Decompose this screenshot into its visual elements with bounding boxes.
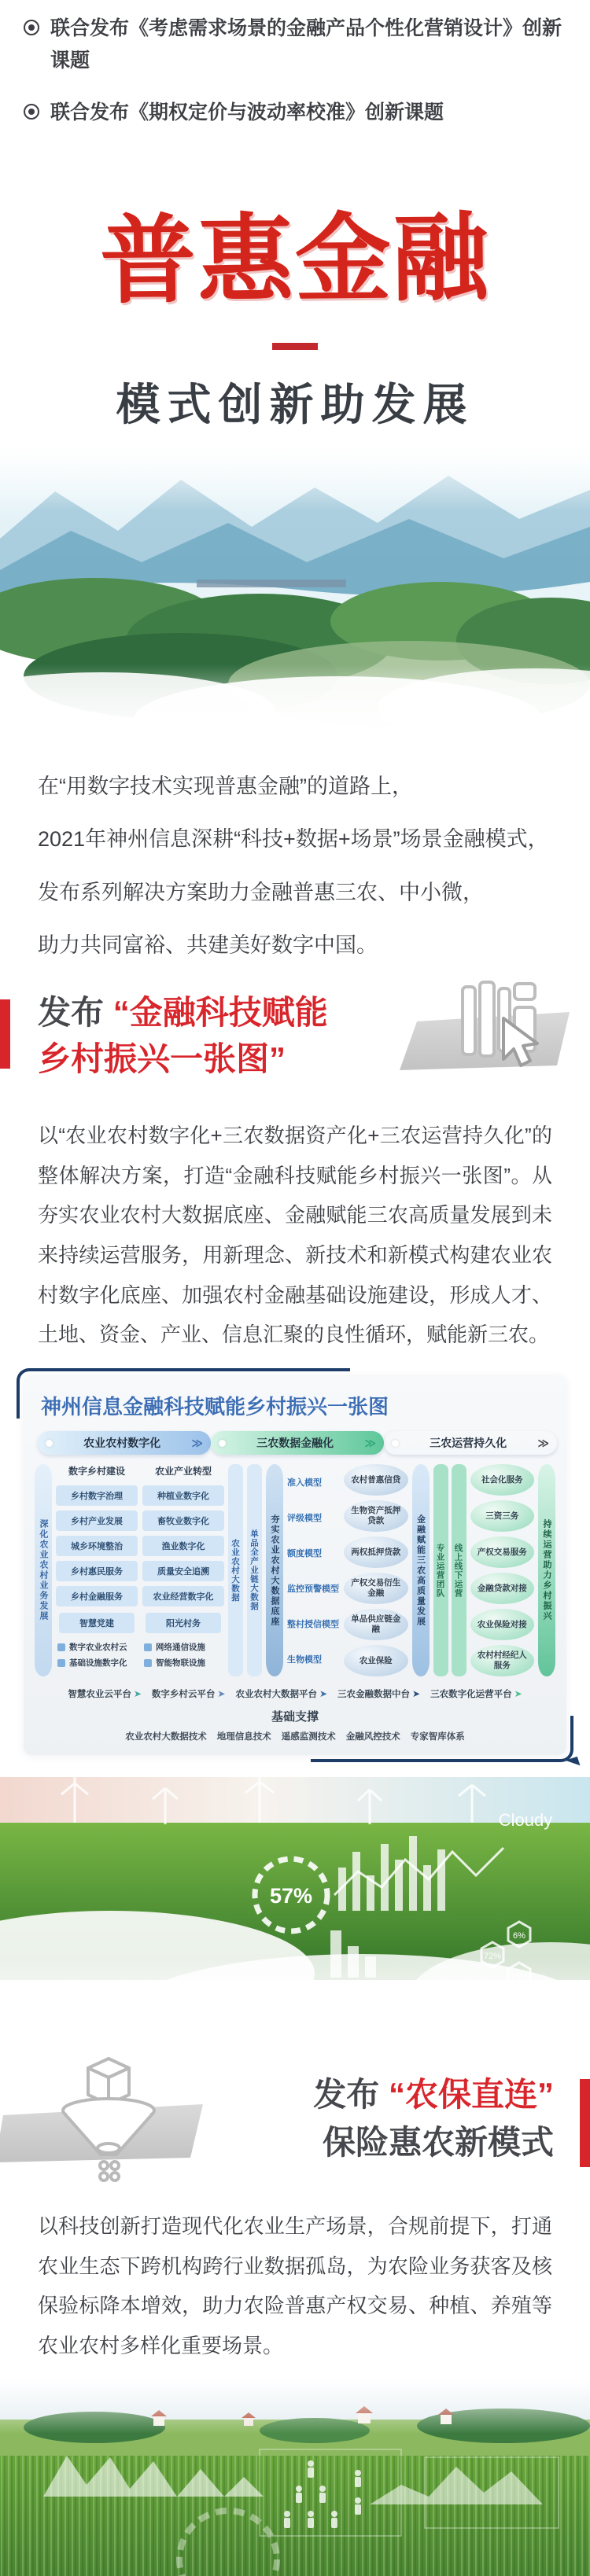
support-item: 农业农村大数据技术 (125, 1732, 207, 1742)
mountain-river-photo (0, 444, 590, 737)
diagram-chip: 乡村产业发展 (56, 1511, 138, 1531)
intro-line: 发布系列解决方案助力金融普惠三农、中小微， (38, 880, 484, 904)
chevrons-icon: ≫ (364, 1436, 376, 1449)
arrow-icon: ➤ (514, 1688, 522, 1700)
wheat-field-photo (0, 2379, 590, 2576)
platform-row (35, 1687, 555, 1700)
bullet-text: 联合发布《考虑需求场景的金融产品个性化营销设计》创新课题 (50, 17, 562, 72)
pill-label: 三农运营持久化 (430, 1437, 507, 1450)
infra-icon (144, 1643, 152, 1651)
decorative-funnel-stamp (0, 2054, 212, 2191)
service-oval: 农业保险对接 (470, 1609, 534, 1640)
column-header: 农业产业转型 (154, 1466, 212, 1478)
section-title-red: “农保直连” (388, 2076, 554, 2114)
section-title (38, 990, 328, 1083)
section-title (313, 2071, 554, 2167)
section-title-red-line2: 乡村振兴一张图” (38, 1040, 286, 1077)
decorative-stamp (395, 973, 576, 1091)
hex-label: 6% (513, 1931, 525, 1941)
arrow-icon: ➤ (217, 1688, 226, 1700)
arrow-icon: ➤ (133, 1688, 142, 1700)
diagram-chip: 种植业数字化 (142, 1485, 224, 1506)
arrow-icon: ➤ (319, 1688, 328, 1700)
finance-oval: 生物资产抵押贷款 (344, 1500, 407, 1532)
list-item (24, 97, 563, 129)
stamp-graphic (395, 973, 576, 1091)
service-oval: 产权交易服务 (470, 1536, 534, 1568)
red-accent-bar (0, 999, 10, 1069)
bullet-icon (24, 104, 39, 120)
operation-bar: 线上线下运营 (452, 1464, 466, 1676)
section-header-insurance (0, 2068, 590, 2186)
model-label: 监控预警模型 (287, 1584, 339, 1594)
infra-icon (57, 1643, 65, 1651)
section-title-line2: 保险惠农新模式 (322, 2123, 554, 2161)
support-item: 地理信息技术 (216, 1732, 271, 1742)
bullet-list (0, 0, 590, 129)
finance-oval: 农业保险 (344, 1645, 407, 1676)
section-header-fintech (0, 990, 590, 1092)
smart-agriculture-photo (0, 1777, 590, 2030)
red-accent-bar (580, 2079, 590, 2167)
rural-revitalization-diagram-card (24, 1375, 566, 1755)
pill-dot-icon (392, 1440, 399, 1447)
arrow-icon: ➤ (412, 1688, 421, 1700)
column-header: 数字乡村建设 (68, 1466, 125, 1478)
service-oval: 三资三务 (470, 1500, 534, 1532)
diagram-chip: 畜牧业数字化 (142, 1511, 224, 1531)
platform-item: 农业农村大数据平台 ➤ (235, 1688, 328, 1700)
model-label: 评级模型 (287, 1513, 322, 1523)
insurance-paragraph: 以科技创新打造现代化农业生产场景，合规前提下，打通农业生态下跨机构跨行业数据孤岛，为农险业务获客及核保验标降本增效，助力农险普惠产权交易、种植、养殖等农业农村多样化重要场景。 (38, 2214, 552, 2358)
pill-label: 农业农村数字化 (83, 1437, 161, 1450)
field-tech-illustration (0, 1777, 590, 2030)
section-prefix: 发布 (313, 2076, 380, 2114)
platform-item: 智慧农业云平台 ➤ (68, 1688, 142, 1700)
fintech-paragraph: 以“农业农村数字化+三农数据资产化+三农运营持久化”的整体解决方案，打造“金融科技赋能乡村振兴一张图”。从夯实农业农村大数据底座、金融赋能三农高质量发展到未来持续运营服务，用新理念、新技术和新模式构建农业农村数字化底座、加强农村金融基础设施建设，形成人才、土地、资金、产业、信息汇聚的良性循环，赋能新三农。 (38, 1123, 552, 1347)
service-oval-column (470, 1464, 534, 1676)
hero-section (0, 201, 590, 737)
weather-label: Cloudy (498, 1810, 553, 1831)
model-label: 生物模型 (287, 1654, 322, 1665)
diagram-chip: 农业经营数字化 (142, 1586, 224, 1606)
support-row (35, 1730, 555, 1742)
bullet-icon (24, 20, 39, 35)
band-data-base: 夯实农业农村大数据底座 (266, 1464, 283, 1676)
percent-label: 57% (269, 1884, 313, 1908)
diagram-chip: 乡村数字治理 (56, 1485, 138, 1506)
service-oval: 社会化服务 (470, 1464, 534, 1496)
operation-bar: 专业运营团队 (433, 1464, 448, 1676)
divider (272, 343, 318, 350)
platform-item: 三农数字化运营平台 ➤ (430, 1688, 522, 1700)
diagram-chip: 质量安全追溯 (142, 1561, 224, 1581)
wheat-field-illustration (0, 2379, 590, 2576)
chevrons-icon: ≫ (191, 1436, 203, 1449)
section-title-red-line1: “金融科技赋能 (112, 993, 328, 1031)
infra-item: 智能物联设施 (144, 1657, 223, 1669)
hero-subtitle: 模式创新助发展 (116, 379, 474, 429)
infra-icon (144, 1659, 152, 1667)
funnel-stamp-graphic (0, 2054, 212, 2191)
diagram-chip: 渔业数字化 (142, 1536, 224, 1556)
operation-bars (433, 1464, 466, 1676)
band-finance-empower: 金融赋能三农高质量发展 (412, 1464, 430, 1676)
pill-dot-icon (219, 1440, 226, 1447)
model-label: 整村授信模型 (287, 1619, 339, 1629)
diagram-pill (384, 1431, 557, 1455)
service-oval: 金融贷款对接 (470, 1573, 534, 1604)
infra-item: 数字农业农村云 (57, 1641, 136, 1653)
band-deepen-business: 深化农业农村业务发展 (35, 1464, 52, 1676)
list-item (24, 13, 563, 76)
diagram-body (35, 1464, 555, 1676)
diagram-chip: 乡村惠民服务 (56, 1561, 138, 1581)
hero-title: 普惠金融 (99, 200, 491, 317)
pill-dot-icon (46, 1440, 53, 1447)
finance-oval: 产权交易衍生金融 (344, 1573, 407, 1604)
diagram-chip: 智慧党建 (59, 1613, 135, 1633)
corner-arrow (566, 1757, 581, 1769)
pill-label: 三农数据金融化 (256, 1437, 334, 1450)
band-sustained-operation: 持续运营助力乡村振兴 (538, 1464, 555, 1676)
infra-item: 基础设施数字化 (57, 1657, 136, 1669)
finance-oval: 两权抵押贷款 (344, 1536, 407, 1568)
diagram-pill (211, 1431, 384, 1455)
bullet-text: 联合发布《期权定价与波动率校准》创新课题 (50, 101, 444, 123)
platform-item: 数字乡村云平台 ➤ (151, 1688, 226, 1700)
diagram-pill-row (35, 1431, 555, 1455)
service-oval: 农村村经纪人服务 (470, 1645, 534, 1676)
diagram-chip: 城乡环境整治 (56, 1536, 138, 1556)
intro-line: 在“用数字技术实现普惠金融”的道路上， (38, 774, 413, 798)
model-label: 准入模型 (287, 1478, 322, 1488)
mountain-river-illustration (0, 444, 590, 737)
intro-line: 助力共同富裕、共建美好数字中国。 (38, 933, 378, 958)
diagram-chip: 乡村金融服务 (56, 1586, 138, 1606)
infra-icon (57, 1659, 65, 1667)
finance-oval: 农村普惠信贷 (344, 1464, 407, 1496)
section-prefix: 发布 (38, 993, 105, 1031)
bar-agri-bigdata: 农业农村大数据 (228, 1464, 243, 1676)
support-item: 遥感监测技术 (281, 1732, 336, 1742)
finance-oval: 单品供应链金融 (344, 1609, 407, 1640)
diagram-title: 神州信息金融科技赋能乡村振兴一张图 (41, 1395, 389, 1419)
intro-line: 2021年神州信息深耕“科技+数据+场景”场景金融模式， (38, 827, 549, 852)
platform-item: 三农金融数据中台 ➤ (337, 1688, 421, 1700)
model-list (287, 1464, 340, 1676)
support-item: 专家智库体系 (410, 1732, 465, 1742)
digitalization-group (56, 1464, 224, 1676)
support-title: 基础支撑 (271, 1710, 319, 1724)
diagram-pill (38, 1431, 211, 1455)
support-item: 金融风控技术 (345, 1732, 400, 1742)
bar-product-chain-bigdata: 单品全产业链大数据 (247, 1464, 262, 1676)
diagram-chip: 阳光村务 (146, 1613, 221, 1633)
model-label: 额度模型 (287, 1548, 322, 1558)
infra-item: 网络通信设施 (144, 1641, 223, 1653)
finance-oval-column (344, 1464, 407, 1676)
intro-paragraph (0, 737, 590, 973)
chevrons-icon: ≫ (537, 1436, 549, 1449)
